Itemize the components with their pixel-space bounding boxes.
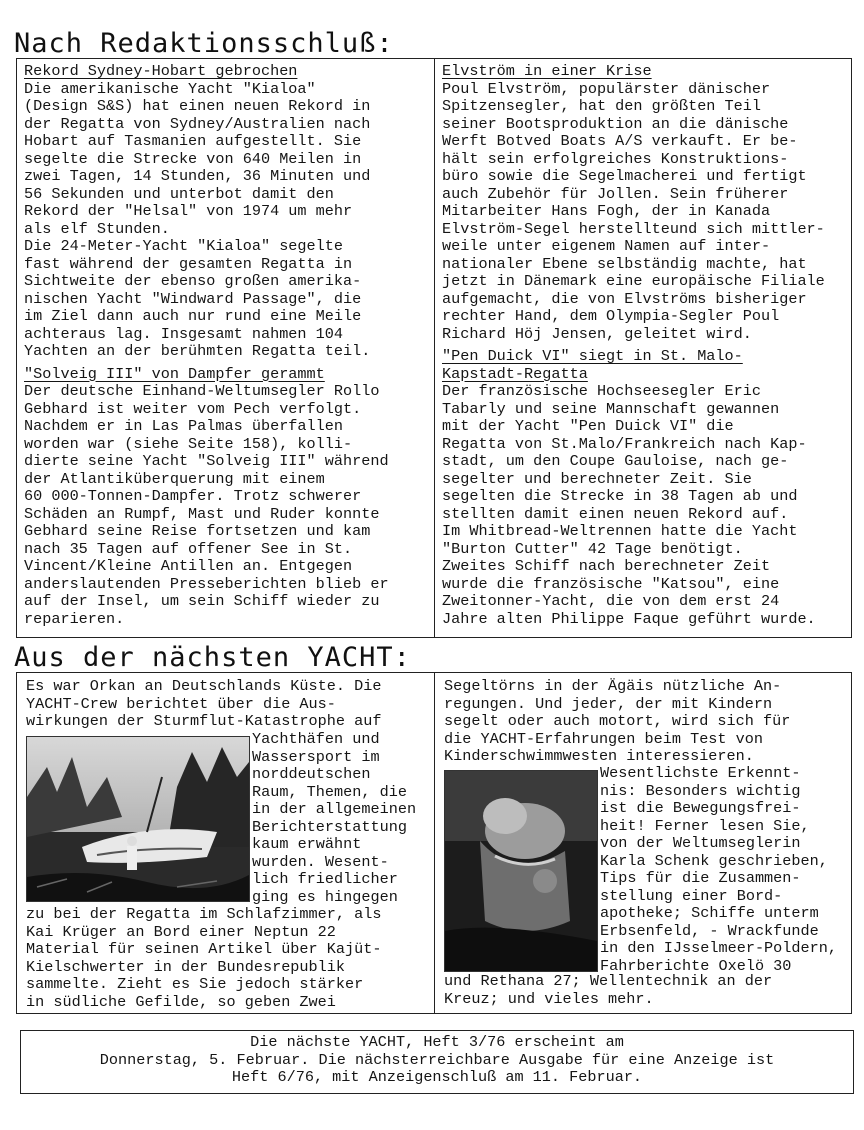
text-line: Kai Krüger an Bord einer Neptun 22 [26, 922, 336, 941]
text-line: Nachdem er in Las Palmas überfallen [24, 417, 343, 435]
text-line: Die 24-Meter-Yacht "Kialoa" segelte [24, 237, 343, 255]
text-line: ist die Bewegungsfrei- [600, 799, 801, 817]
text-line: Kinderschwimmwesten interessieren. [444, 747, 754, 765]
text-line: Raum, Themen, die [252, 782, 407, 801]
text-line: wirkungen der Sturmflut-Katastrophe auf [26, 712, 382, 730]
column-divider [434, 58, 435, 638]
text-line: Der deutsche Einhand-Weltumsegler Rollo [24, 382, 380, 400]
text-line: Sichtweite der ebenso großen amerika- [24, 272, 362, 290]
text-line: achteraus lag. Insgesamt nahmen 104 [24, 324, 343, 343]
section-heading-editorial-deadline: Nach Redaktionsschluß: [14, 28, 394, 59]
notice-line: Heft 6/76, mit Anzeigenschluß am 11. Februar. [231, 1068, 643, 1086]
text-line: norddeutschen [252, 765, 371, 783]
text-line: 60 000-Tonnen-Dampfer. Trotz schwerer [24, 487, 362, 505]
text-line: nationaler Ebene selbständig machte, hat [442, 254, 807, 273]
news-column-left [24, 63, 389, 628]
text-line: nach 35 Tagen auf offener See in St. [24, 539, 353, 558]
text-line: Gebhard ist weiter vom Pech verfolgt. [24, 399, 362, 418]
next-issue-text [20, 1034, 854, 1087]
text-line: sammelte. Zieht es Sie jedoch stärker [26, 975, 364, 993]
text-line: Poul Elvström, populärster dänischer [442, 79, 771, 98]
text-line: Spitzensegler, hat den größten Teil [442, 97, 761, 115]
text-line: im Ziel dann auch nur rund eine Meile [24, 307, 362, 325]
text-line: kaum erwähnt [252, 835, 362, 853]
text-line: stellten damit einen neuen Rekord auf. [442, 504, 789, 523]
text-line: Die amerikanische Yacht "Kialoa" [24, 79, 316, 98]
text-line: Mitarbeiter Hans Fogh, der in Kanada [442, 202, 771, 220]
text-line: ging es hingegen [252, 887, 398, 906]
text-line: wurde die französische "Katsou", eine [442, 574, 780, 593]
text-line: Karla Schenk geschrieben, [600, 851, 828, 870]
text-line: Jahre alten Philippe Faque geführt wurde. [442, 609, 816, 628]
section-heading-next-issue: Aus der nächsten YACHT: [14, 642, 411, 673]
text-line: segelten die Strecke in 38 Tagen ab und [442, 487, 798, 505]
text-line: wurden. Wesent- [252, 852, 389, 871]
text-line: der Regatta von Sydney/Australien nach [24, 114, 371, 133]
text-line: die YACHT-Erfahrungen beim Test von [444, 729, 763, 748]
text-line: Vincent/Kleine Antillen an. Entgegen [24, 557, 353, 575]
text-line: 56 Sekunden und unterbot damit den [24, 184, 334, 203]
text-line: Hobart auf Tasmanien aufgestellt. Sie [24, 132, 362, 150]
text-line: nischen Yacht "Windward Passage", die [24, 289, 362, 308]
text-line: Kielschwerter in der Bundesrepublik [26, 957, 345, 976]
text-line: (Design S&S) hat einen neuen Rekord in [24, 97, 371, 115]
text-line: Schäden an Rumpf, Mast und Ruder konnte [24, 504, 380, 523]
text-line: nis: Besonders wichtig [600, 781, 801, 800]
text-line: "Burton Cutter" 42 Tage benötigt. [442, 539, 743, 558]
preview-column-divider [434, 672, 435, 1014]
text-line: anderslautenden Presseberichten blieb er [24, 574, 389, 593]
text-line: reparieren. [24, 609, 125, 628]
text-line: stadt, um den Coupe Gauloise, nach ge- [442, 452, 789, 470]
text-line: mit der Yacht "Pen Duick VI" die [442, 417, 734, 435]
text-line: weile unter eigenem Namen auf inter- [442, 237, 771, 255]
text-line: Elvström-Segel herstellteund sich mittler- [442, 219, 825, 238]
text-line: Tabarly und seine Mannschaft gewannen [442, 399, 780, 418]
text-line: als elf Stunden. [24, 219, 170, 238]
text-line: Es war Orkan an Deutschlands Küste. Die [26, 677, 382, 695]
text-line: segelter und berechneter Zeit. Sie [442, 469, 752, 488]
text-line: lich friedlicher [252, 870, 398, 888]
text-line: Segeltörns in der Ägäis nützliche An- [444, 677, 782, 695]
text-line: Der französische Hochseesegler Eric [442, 382, 761, 400]
storm-damage-image [27, 737, 249, 901]
text-line: fast während der gesamten Regatta in [24, 254, 353, 273]
text-line: segelt oder auch motort, wird sich für [444, 712, 791, 730]
storm-damage-photo [26, 736, 250, 902]
notice-line: Die nächste YACHT, Heft 3/76 erscheint am [250, 1033, 624, 1051]
text-line: seiner Bootsproduktion an die dänische [442, 114, 789, 133]
text-line: Material für seinen Artikel über Kajüt- [26, 940, 382, 958]
text-line: Yachten an der berühmten Regatta teil. [24, 342, 371, 360]
text-line: Gebhard seine Reise fortsetzen und kam [24, 522, 371, 540]
preview-left-intro [26, 678, 381, 731]
text-line: und Rethana 27; Wellentechnik an der [444, 972, 773, 990]
text-line: Tips für die Zusammen- [600, 869, 801, 887]
text-line: zu bei der Regatta im Schlafzimmer, als [26, 905, 382, 923]
text-line: Rekord der "Helsal" von 1974 um mehr [24, 202, 353, 220]
text-line: zwei Tagen, 14 Stunden, 36 Minuten und [24, 167, 371, 185]
text-line: auch Zubehör für Jollen. Sein früherer [442, 184, 789, 203]
text-line: auf der Insel, um sein Schiff wieder zu [24, 592, 380, 610]
text-line: in der allgemeinen [252, 800, 417, 818]
article-headline: "Pen Duick VI" siegt in St. Malo- [442, 347, 743, 365]
text-line: jetzt in Dänemark eine europäische Filiale [442, 272, 825, 290]
article-headline: Rekord Sydney-Hobart gebrochen [24, 62, 298, 80]
text-line: Erbsenfeld, - Wrackfunde [600, 921, 819, 940]
text-line: in den IJsselmeer-Poldern, [600, 939, 837, 957]
text-line: der Atlantiküberquerung mit einem [24, 469, 325, 488]
life-jacket-photo [444, 770, 598, 972]
preview-left-wrapped-text [252, 731, 416, 906]
life-jacket-image [445, 771, 597, 971]
text-line: regungen. Und jeder, der mit Kindern [444, 694, 773, 713]
text-line: rechter Hand, dem Olympia-Segler Poul [442, 307, 780, 325]
preview-right-continued [444, 973, 772, 1008]
text-line: Wesentlichste Erkennt- [600, 764, 801, 782]
text-line: segelte die Strecke von 640 Meilen in [24, 149, 362, 168]
text-line: Zweitonner-Yacht, die von dem erst 24 [442, 592, 780, 610]
text-line: von der Weltumseglerin [600, 834, 801, 852]
text-line: heit! Ferner lesen Sie, [600, 816, 810, 835]
text-line: apotheke; Schiffe unterm [600, 904, 819, 922]
text-line: worden war (siehe Seite 158), kolli- [24, 434, 353, 453]
article-headline: "Solveig III" von Dampfer gerammt [24, 364, 325, 383]
news-column-right [442, 63, 825, 628]
text-line: Wassersport im [252, 747, 380, 766]
text-line: Kreuz; und vieles mehr. [444, 989, 654, 1008]
text-line: dierte seine Yacht "Solveig III" während [24, 452, 389, 470]
text-line: in südliche Gefilde, so geben Zwei [26, 992, 336, 1011]
article-headline: Elvström in einer Krise [442, 62, 652, 80]
text-line: Zweites Schiff nach berechneter Zeit [442, 557, 771, 575]
text-line: hält sein erfolgreiches Konstruktions- [442, 149, 789, 168]
preview-left-continued [26, 906, 381, 1011]
text-line: Berichterstattung [252, 817, 407, 836]
preview-right-wrapped-text [600, 765, 837, 975]
text-line: Fahrberichte Oxelö 30 [600, 956, 792, 975]
text-line: aufgemacht, die von Elvströms bisheriger [442, 289, 807, 308]
text-line: Werft Botved Boats A/S verkauft. Er be- [442, 132, 798, 150]
preview-right-intro [444, 678, 790, 766]
text-line: Richard Höj Jensen, geleitet wird. [442, 324, 752, 343]
article-headline: Kapstadt-Regatta [442, 364, 588, 383]
text-line: YACHT-Crew berichtet über die Aus- [26, 694, 336, 713]
text-line: Regatta von St.Malo/Frankreich nach Kap- [442, 434, 807, 453]
notice-line: Donnerstag, 5. Februar. Die nächsterreichbare Ausgabe für eine Anzeige ist [99, 1050, 775, 1069]
text-line: Im Whitbread-Weltrennen hatte die Yacht [442, 522, 798, 540]
text-line: stellung einer Bord- [600, 886, 783, 905]
text-line: büro sowie die Segelmacherei und fertigt [442, 167, 807, 185]
text-line: Yachthäfen und [252, 730, 380, 748]
